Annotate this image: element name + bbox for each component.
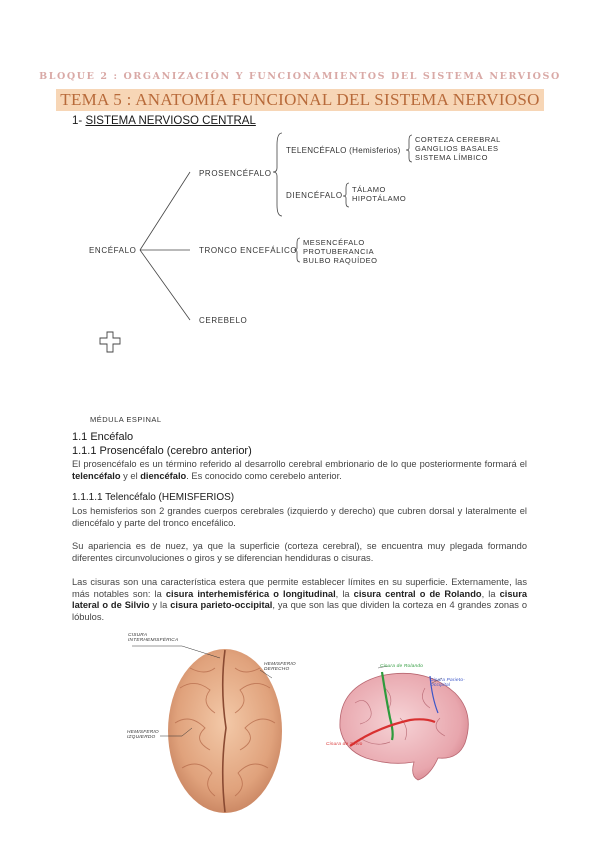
- subsection-heading-1-1: 1.1 Encéfalo: [72, 431, 134, 443]
- node-encefalo: ENCÉFALO: [89, 246, 137, 255]
- list-item: CORTEZA CEREBRAL: [415, 135, 501, 144]
- node-medula: MÉDULA ESPINAL: [90, 415, 162, 424]
- caption-cisura-parieto-occipital: Cisura Parieto-Occipital: [430, 678, 465, 688]
- diencefalo-list: [352, 185, 406, 203]
- node-tronco: TRONCO ENCEFÁLICO: [199, 246, 298, 255]
- node-cerebelo: CEREBELO: [199, 316, 248, 325]
- subsection-heading-1-1-1: 1.1.1 Prosencéfalo (cerebro anterior): [72, 445, 252, 457]
- paragraph-prosencefalo: El prosencéfalo es un término referido al desarrollo cerebral embrionario de lo que posteriormente formará el telencéfalo y el diencéfalo. Es conocido como cerebelo anterior.: [72, 459, 527, 481]
- node-telencefalo: TELENCÉFALO (Hemisferios): [286, 146, 401, 155]
- caption-cisura-interhemisferica: CISURA INTERHEMISFÉRICA: [128, 633, 179, 643]
- caption-cisura-silvio: Cisura de Silvio: [326, 742, 363, 747]
- list-item: SISTEMA LÍMBICO: [415, 153, 488, 162]
- list-item: PROTUBERANCIA: [303, 247, 375, 256]
- brain-top-view-figure: [120, 628, 300, 826]
- caption-hemisferio-izquierdo: HEMISFERIO IZQUIERDO: [127, 730, 159, 740]
- list-item: TÁLAMO: [352, 185, 386, 194]
- list-item: MESENCÉFALO: [303, 238, 365, 247]
- block-header: BLOQUE 2 : ORGANIZACIÓN Y FUNCIONAMIENTOS DEL SISTEMA NERVIOSO: [39, 71, 561, 82]
- caption-cisura-rolando: Cisura de Rolando: [380, 664, 424, 669]
- paragraph-apariencia: Su apariencia es de nuez, ya que la superficie (corteza cerebral), se encuentra muy plegada formando diferentes circunvoluciones o giros y se diferencian hendiduras o cisuras.: [72, 541, 527, 563]
- list-item: HIPOTÁLAMO: [352, 194, 407, 203]
- topic-title: TEMA 5 : ANATOMÍA FUNCIONAL DEL SISTEMA NERVIOSO: [56, 89, 543, 111]
- list-item: GANGLIOS BASALES: [415, 144, 499, 153]
- node-prosencefalo: PROSENCÉFALO: [199, 169, 272, 178]
- telencefalo-list: [415, 135, 501, 162]
- paragraph-cisuras: Las cisuras son una característica estera que permite establecer límites en su superficie. Externamente, las más notables son: la cisura interhemisférica o longitudinal, la cisura central o de Rolando, la cisura lateral o de Silvio y la cisura parieto-occipital, ya que son las que dividen la corteza en 4 grandes zonas o lóbulos.: [72, 577, 528, 622]
- list-item: BULBO RAQUÍDEO: [303, 256, 378, 265]
- subsection-heading-1-1-1-1: 1.1.1.1 Telencéfalo (HEMISFERIOS): [72, 492, 235, 503]
- section-number: 1-: [72, 115, 83, 127]
- paragraph-hemisferios: Los hemisferios son 2 grandes cuerpos cerebrales (izquierdo y derecho) que cubren dorsal y lateralmente el diencéfalo y parte del tronco encefálico.: [72, 506, 527, 528]
- caption-hemisferio-derecho: HEMISFERIO DERECHO: [264, 662, 296, 672]
- tronco-list: [303, 238, 378, 265]
- section-title: SISTEMA NERVIOSO CENTRAL: [85, 115, 256, 127]
- node-diencefalo: DIENCÉFALO: [286, 191, 343, 200]
